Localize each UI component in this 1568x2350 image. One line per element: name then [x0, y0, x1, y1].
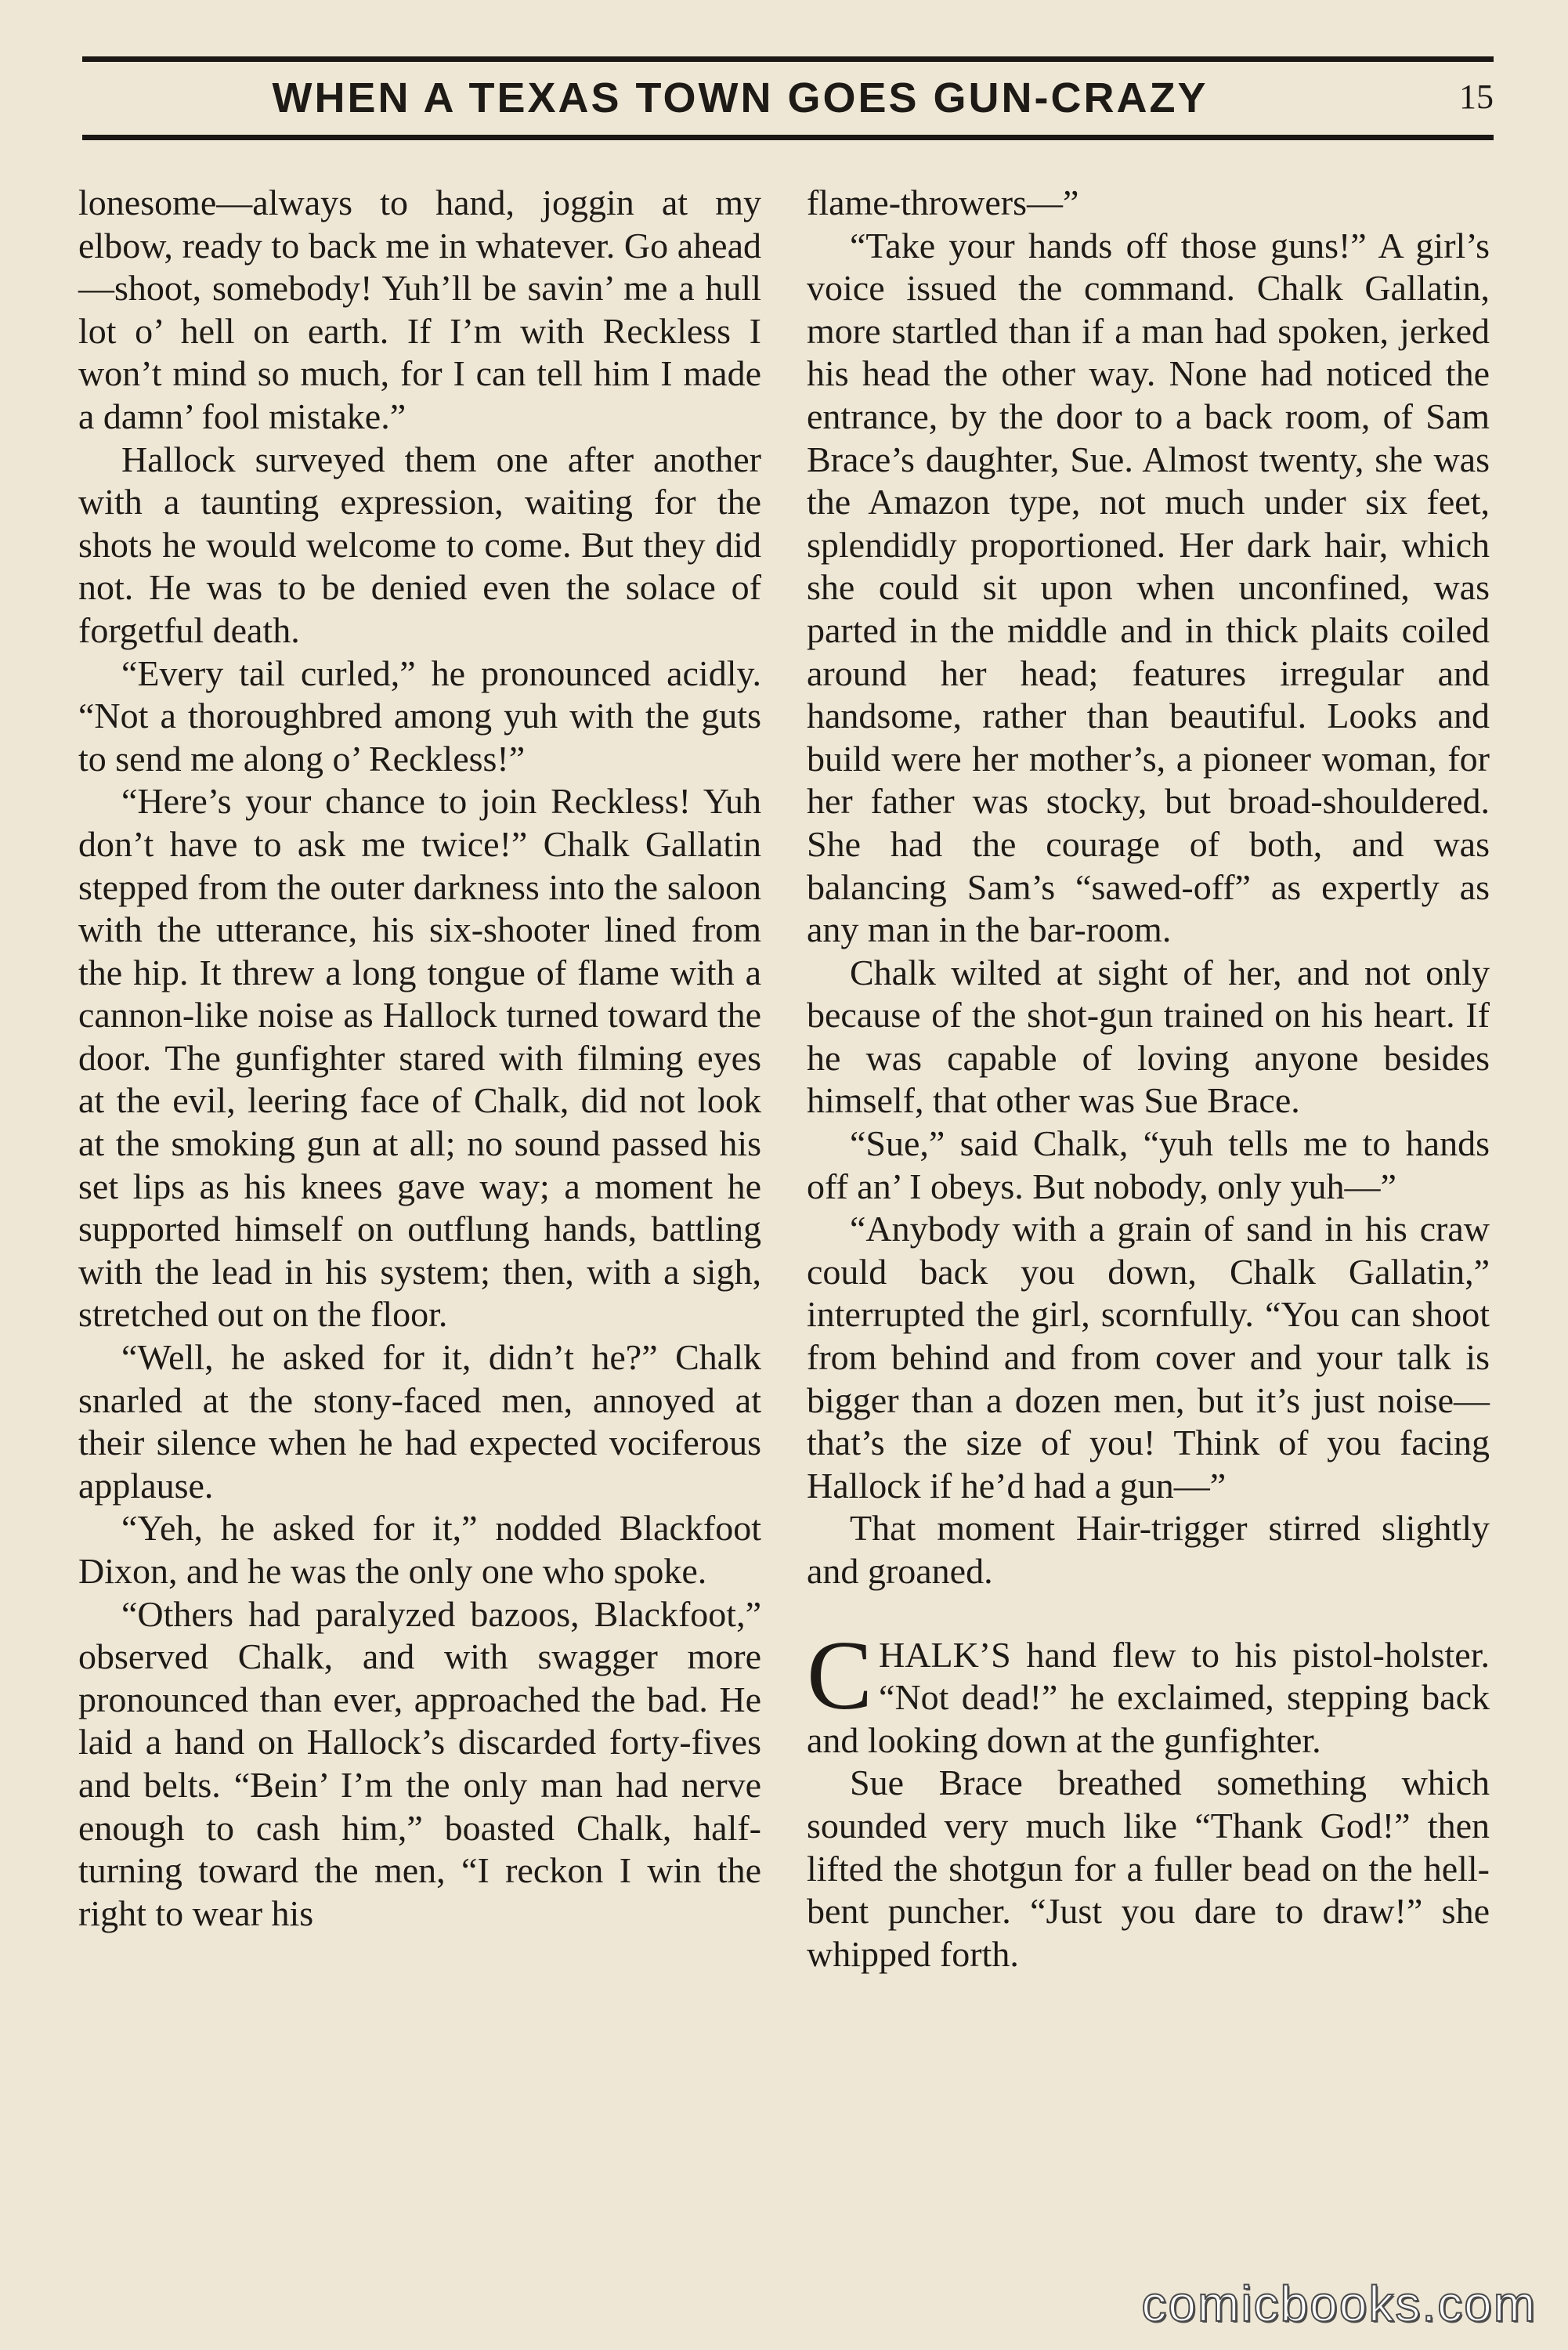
paragraph: Chalk wilted at sight of her, and not only because of the shot-gun trained on his heart. If he was capable of loving anyone besides himself, that other was Sue Brace.	[807, 952, 1490, 1121]
paragraph: “Take your hands off those guns!” A girl’s voice issued the command. Chalk Gallatin, more startled than if a man had spoken, jerked his head the other way. None had noticed the entrance, by the door to a back room, of Sam Brace’s daughter, Sue. Almost twenty, she was the Amazon type, not much under six feet, splendidly proportioned. Her dark hair, which she could sit upon when unconfined, was parted in the middle and in thick plaits coiled around her head; features irregular and handsome, rather than beautiful. Looks and build were her mother’s, a pioneer woman, for her father was stocky, but broad-shouldered. She had the courage of both, and was balancing Sam’s “sawed-off” as expertly as any man in the bar-room.	[807, 225, 1490, 950]
page-number: 15	[1459, 78, 1494, 116]
paragraph: flame-throwers—”	[807, 183, 1079, 222]
header-top-rule	[82, 56, 1494, 62]
paragraph: Hallock surveyed them one after another with a taunting expression, waiting for the shots he would welcome to come. But they did not. He was to be denied even the solace of forgetful death.	[78, 439, 761, 650]
paragraph: lonesome—always to hand, joggin at my elbow, ready to back me in whatever. Go ahead—shoot, somebody! Yuh’ll be savin’ me a hull lot o’ hell on earth. If I’m with Reckless I won’t mind so much, for I can tell him I made a damn’ fool mistake.”	[78, 183, 761, 436]
paragraph: That moment Hair-trigger stirred slightly and groaned.	[807, 1508, 1490, 1591]
paragraph: “Here’s your chance to join Reckless! Yuh don’t have to ask me twice!” Chalk Gallatin stepped from the outer darkness into the saloon with the utterance, his six-shooter lined from the hip. It threw a long tongue of flame with a cannon-like noise as Hallock turned toward the door. The gunfighter stared with filming eyes at the evil, leering face of Chalk, did not look at the smoking gun at all; no sound passed his set lips as his knees gave way; a moment he supported himself on outflung hands, battling with the lead in his system; then, with a sigh, stretched out on the floor.	[78, 781, 761, 1335]
paragraph: “Sue,” said Chalk, “yuh tells me to hands off an’ I obeys. But nobody, only yuh—”	[807, 1123, 1490, 1206]
paragraph: “Well, he asked for it, didn’t he?” Chalk snarled at the stony-faced men, annoyed at their silence when he had expected vociferous applause.	[78, 1337, 761, 1506]
right-column	[807, 182, 1490, 1976]
left-column	[78, 182, 761, 1935]
paragraph: “Anybody with a grain of sand in his craw could back you down, Chalk Gallatin,” interrupted the girl, scornfully. “You can shoot from behind and from cover and your talk is bigger than a dozen men, but it’s just noise—that’s the size of you! Think of you facing Hallock if he’d had a gun—”	[807, 1209, 1490, 1506]
paragraph: “Every tail curled,” he pronounced acidly. “Not a thoroughbred among yuh with the guts to send me along o’ Reckless!”	[78, 653, 761, 779]
paragraph: “Others had paralyzed bazoos, Blackfoot,” observed Chalk, and with swagger more pronounced than ever, approached the bad. He laid a hand on Hallock’s discarded forty-fives and belts. “Bein’ I’m the only man had nerve enough to cash him,” boasted Chalk, half-turning toward the men, “I reckon I win the right to wear his	[78, 1593, 761, 1933]
drop-cap: C	[807, 1621, 873, 1730]
watermark: comicbooks.com	[1141, 2276, 1537, 2332]
drop-cap-paragraph	[807, 1621, 1490, 1762]
paragraph: Sue Brace breathed something which sounded very much like “Thank God!” then lifted the shotgun for a fuller bead on the hell-bent puncher. “Just you dare to draw!” she whipped forth.	[807, 1762, 1490, 1974]
paragraph: “Yeh, he asked for it,” nodded Blackfoot Dixon, and he was the only one who spoke.	[78, 1508, 761, 1591]
paragraph-text: HALK’S hand flew to his pistol-holster. “Not dead!” he exclaimed, stepping back and looking down at the gunfighter.	[807, 1634, 1490, 1760]
running-title: WHEN A TEXAS TOWN GOES GUN-CRAZY	[272, 74, 1209, 121]
header-bottom-rule	[82, 135, 1494, 140]
running-header	[82, 69, 1494, 125]
